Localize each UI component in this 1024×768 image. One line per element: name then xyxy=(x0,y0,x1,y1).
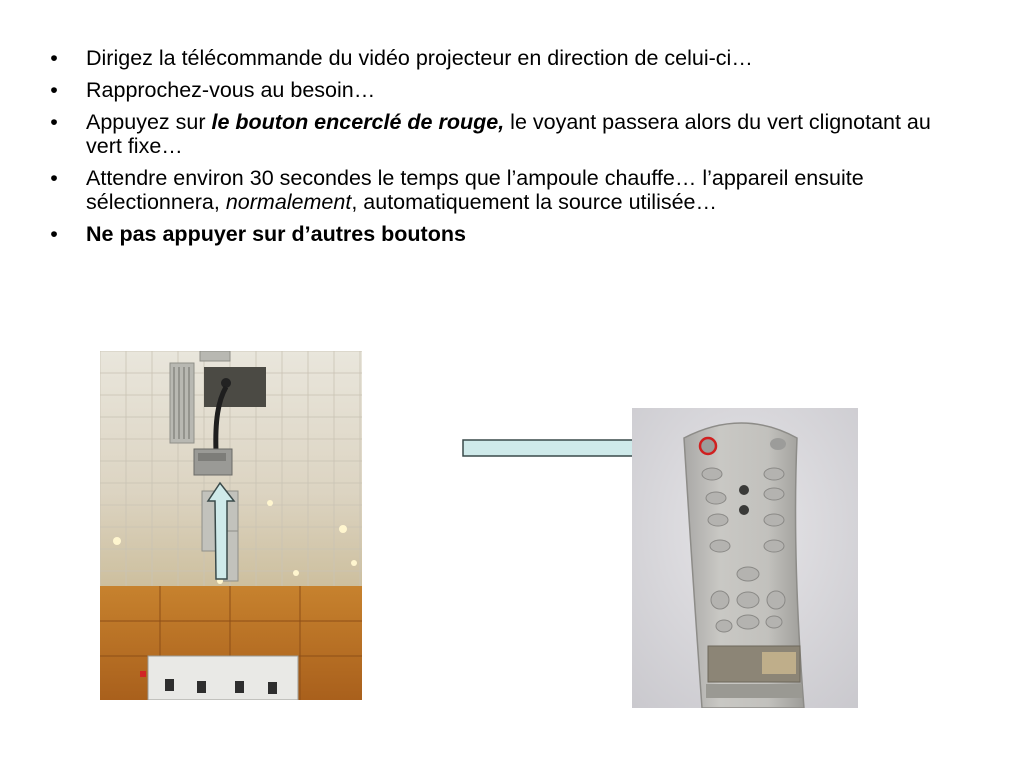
instruction-list xyxy=(44,46,964,254)
instruction-press-pre: Appuyez sur xyxy=(86,110,212,134)
list-item xyxy=(44,46,964,70)
instruction-wait-pre: Attendre environ 30 secondes le temps que l’ampoule chauffe… l’appareil ensuite sélectionnera, xyxy=(86,166,864,214)
instruction-wait-post: , automatiquement la source utilisée… xyxy=(351,190,718,214)
instruction-press-post: le voyant passera alors du vert clignotant au vert fixe… xyxy=(86,110,931,158)
power-button-icon xyxy=(700,438,716,454)
list-item xyxy=(44,222,964,246)
projector-ceiling-photo xyxy=(100,351,362,700)
bullet-marker: • xyxy=(50,166,58,190)
list-item xyxy=(44,166,964,214)
list-item xyxy=(44,78,964,102)
instruction-wait-emphasis: normalement xyxy=(225,190,352,214)
bullet-marker: • xyxy=(50,110,58,134)
bullet-marker: • xyxy=(50,222,58,246)
instruction-press-emphasis: le bouton encerclé de rouge, xyxy=(211,110,505,134)
instruction-aim-remote: Dirigez la télécommande du vidéo projecteur en direction de celui-ci… xyxy=(86,46,753,70)
bullet-marker: • xyxy=(50,46,58,70)
instruction-no-other-buttons: Ne pas appuyer sur d’autres boutons xyxy=(86,222,466,246)
instruction-move-closer: Rapprochez-vous au besoin… xyxy=(86,78,376,102)
bullet-marker: • xyxy=(50,78,58,102)
projector-remote-photo xyxy=(632,408,858,708)
list-item xyxy=(44,110,964,158)
